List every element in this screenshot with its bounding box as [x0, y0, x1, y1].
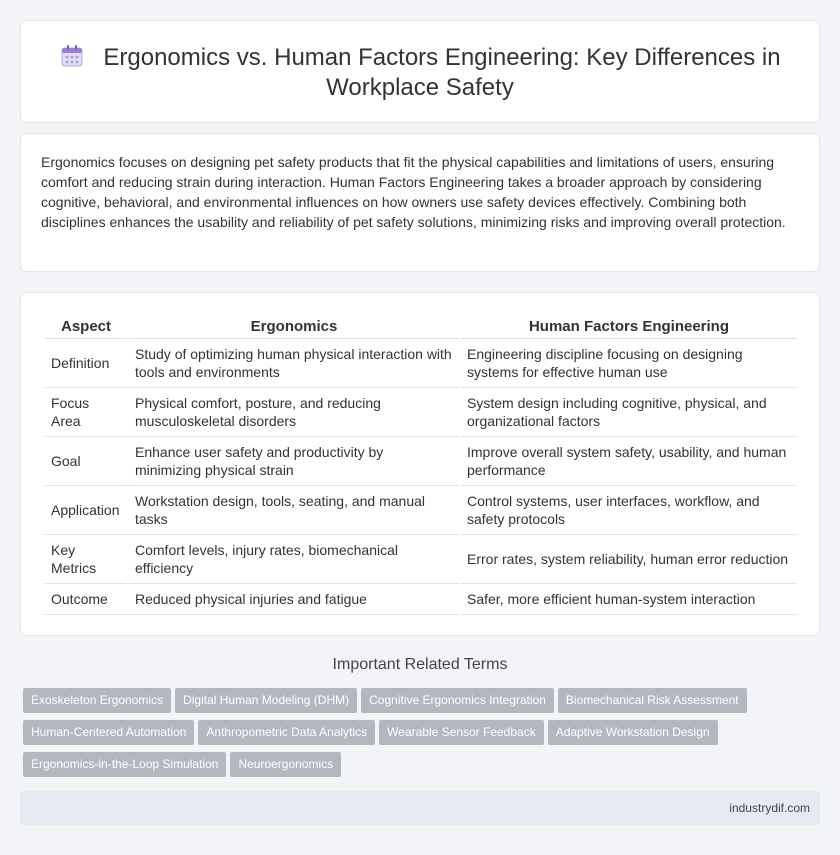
- comparison-table: [43, 315, 799, 615]
- human-factors-cell: Control systems, user interfaces, workflow, and safety protocols: [461, 486, 797, 535]
- human-factors-cell: Improve overall system safety, usability, and human performance: [461, 437, 797, 486]
- comparison-card: [20, 292, 820, 636]
- related-term-tag[interactable]: Ergonomics-in-the-Loop Simulation: [23, 752, 226, 777]
- table-row: [45, 535, 797, 584]
- title-card: [20, 20, 820, 123]
- related-terms-tags: [23, 688, 803, 784]
- aspect-cell: Application: [45, 486, 127, 535]
- footer: [20, 791, 820, 825]
- table-row: [45, 437, 797, 486]
- page-title-wrap: [21, 43, 819, 103]
- related-term-tag[interactable]: Biomechanical Risk Assessment: [558, 688, 747, 713]
- ergonomics-cell: Enhance user safety and productivity by minimizing physical strain: [129, 437, 459, 486]
- table-row: [45, 486, 797, 535]
- ergonomics-cell: Reduced physical injuries and fatigue: [129, 584, 459, 615]
- related-terms-title: Important Related Terms: [332, 656, 508, 673]
- human-factors-cell: Error rates, system reliability, human error reduction: [461, 535, 797, 584]
- aspect-cell: Focus Area: [45, 388, 127, 437]
- aspect-cell: Definition: [45, 339, 127, 388]
- related-term-tag[interactable]: Wearable Sensor Feedback: [379, 720, 544, 745]
- human-factors-cell: Safer, more efficient human-system interaction: [461, 584, 797, 615]
- ergonomics-cell: Workstation design, tools, seating, and manual tasks: [129, 486, 459, 535]
- related-term-tag[interactable]: Human-Centered Automation: [23, 720, 194, 745]
- summary-card: [20, 133, 820, 272]
- human-factors-cell: System design including cognitive, physical, and organizational factors: [461, 388, 797, 437]
- related-term-tag[interactable]: Neuroergonomics: [230, 752, 341, 777]
- table-row: [45, 388, 797, 437]
- ergonomics-cell: Study of optimizing human physical interaction with tools and environments: [129, 339, 459, 388]
- aspect-cell: Outcome: [45, 584, 127, 615]
- calendar-grid-icon: [59, 43, 85, 69]
- table-header-row: [45, 315, 797, 339]
- ergonomics-cell: Physical comfort, posture, and reducing musculoskeletal disorders: [129, 388, 459, 437]
- related-term-tag[interactable]: Exoskeleton Ergonomics: [23, 688, 171, 713]
- header-aspect: Aspect: [45, 315, 127, 339]
- related-term-tag[interactable]: Cognitive Ergonomics Integration: [361, 688, 554, 713]
- header-human-factors: Human Factors Engineering: [461, 315, 797, 339]
- related-term-tag[interactable]: Digital Human Modeling (DHM): [175, 688, 357, 713]
- header-ergonomics: Ergonomics: [129, 315, 459, 339]
- related-term-tag[interactable]: Anthropometric Data Analytics: [198, 720, 375, 745]
- footer-site[interactable]: industrydif.com: [729, 801, 810, 815]
- related-term-tag[interactable]: Adaptive Workstation Design: [548, 720, 718, 745]
- table-row: [45, 584, 797, 615]
- aspect-cell: Key Metrics: [45, 535, 127, 584]
- table-row: [45, 339, 797, 388]
- page-title: Ergonomics vs. Human Factors Engineering: Key Differences in Workplace Safety: [103, 44, 781, 101]
- ergonomics-cell: Comfort levels, injury rates, biomechanical efficiency: [129, 535, 459, 584]
- summary-text: Ergonomics focuses on designing pet safety products that fit the physical capabilities and limitations of users, ensuring comfort and reducing strain during interaction. Human Factors Engineering takes a broader approach by considering cognitive, behavioral, and environmental influences on how owners use safety devices effectively. Combining both disciplines enhances the usability and reliability of pet safety solutions, minimizing risks and improving overall protection.: [41, 154, 786, 230]
- aspect-cell: Goal: [45, 437, 127, 486]
- human-factors-cell: Engineering discipline focusing on designing systems for effective human use: [461, 339, 797, 388]
